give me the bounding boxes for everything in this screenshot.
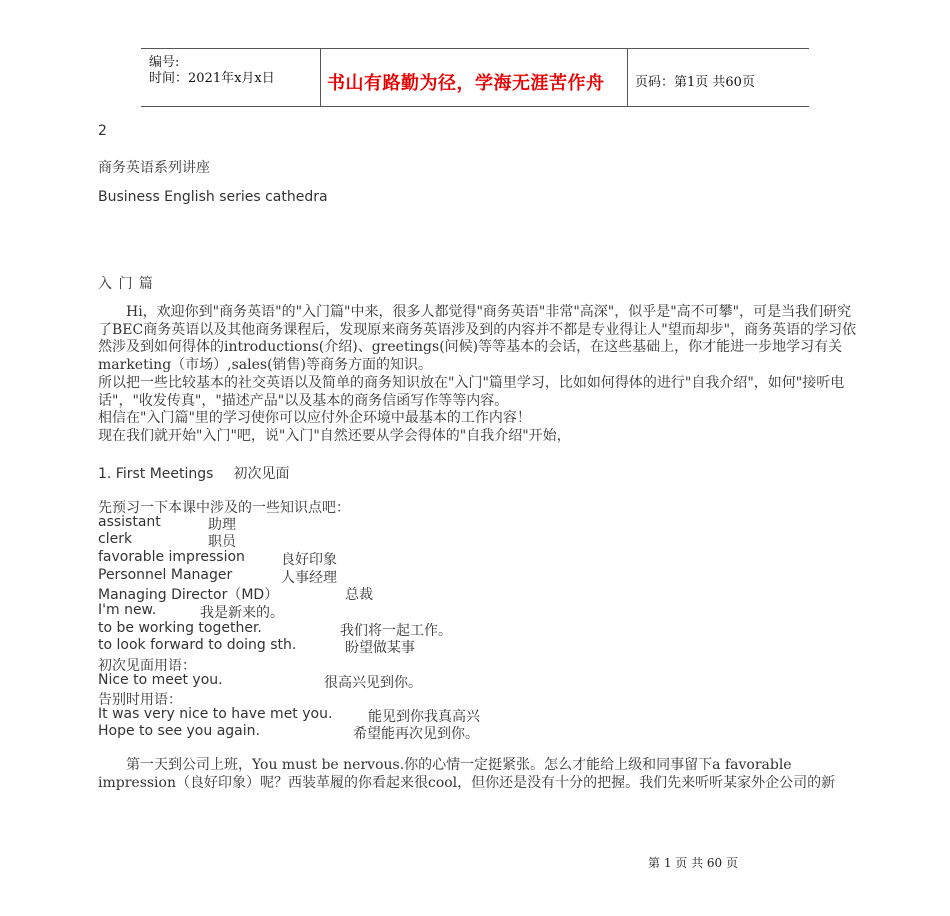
phrase-zh: 希望能再次见到你。 bbox=[353, 726, 479, 742]
phrase-en: Hope to see you again. bbox=[98, 723, 260, 739]
header-cell-info bbox=[141, 49, 321, 106]
vocab-en: to look forward to doing sth. bbox=[98, 637, 297, 653]
meet-label: 初次见面用语： bbox=[98, 658, 196, 674]
vocab-zh: 总裁 bbox=[345, 587, 373, 603]
page-footer: 第 1 页 共 60 页 bbox=[648, 856, 738, 870]
lesson-heading bbox=[98, 463, 289, 483]
phrase-en: It was very nice to have met you. bbox=[98, 706, 333, 722]
vocab-en: Managing Director（MD） bbox=[98, 587, 279, 603]
closing-paragraph: 第一天到公司上班，You must be nervous.你的心情一定挺紧张。怎么才能给上级和同事留下a favorable impression（良好印象）呢？西装革履的你看起来很cool，但你还是没有十分的把握。我们先来听听某家外企公司的新 bbox=[98, 757, 836, 791]
phrase-en: Nice to meet you. bbox=[98, 672, 223, 688]
vocab-zh: 职员 bbox=[208, 534, 236, 550]
vocab-en: assistant bbox=[98, 514, 161, 530]
number-label: 编号: bbox=[149, 55, 180, 70]
vocab-zh: 我是新来的。 bbox=[200, 605, 284, 621]
header-cell-motto bbox=[321, 49, 628, 106]
vocab-zh: 盼望做某事 bbox=[345, 640, 415, 656]
part-label: 告别时用语： bbox=[98, 692, 182, 708]
intro-paragraph-1: Hi，欢迎你到"商务英语"的"入门篇"中来，很多人都觉得"商务英语"非常"高深"，似乎是"高不可攀"，可是当我们研究了BEC商务英语以及其他商务课程后，发现原来商务英语涉及到的内容并不都是专业得让人"望而却步"，商务英语的学习依然涉及到如何得体的introductions(介绍)、greetings(问候)等等基本的会话，在这些基础上，你才能进一步地学习有关marketing（市场）,sales(销售)等商务方面的知识。 bbox=[98, 304, 857, 373]
header-table bbox=[141, 48, 809, 107]
header-cell-page bbox=[628, 49, 809, 106]
motto: 书山有路勤为径，学海无涯苦作舟 bbox=[327, 73, 605, 94]
vocab-zh: 人事经理 bbox=[281, 570, 337, 586]
intro-paragraph-2: 所以把一些比较基本的社交英语以及简单的商务知识放在"入门"篇里学习，比如如何得体的进行"自我介绍"，如何"接听电话"，"收发传真"，"描述产品"以及基本的商务信函写作等等内容。 bbox=[98, 375, 845, 409]
vocab-zh: 我们将一起工作。 bbox=[340, 623, 452, 639]
title-zh: 商务英语系列讲座 bbox=[98, 160, 210, 176]
phrase-zh: 很高兴见到你。 bbox=[324, 675, 422, 691]
lesson-title-zh: 初次见面 bbox=[233, 466, 290, 482]
lesson-title-en: 1. First Meetings bbox=[98, 466, 214, 482]
vocab-zh: 助理 bbox=[208, 517, 236, 533]
title-en: Business English series cathedra bbox=[98, 189, 328, 205]
preview-text: 先预习一下本课中涉及的一些知识点吧： bbox=[98, 500, 350, 516]
section-heading: 入 门 篇 bbox=[98, 276, 154, 292]
intro-paragraph-3: 相信在"入门篇"里的学习使你可以应付外企环境中最基本的工作内容！ bbox=[98, 410, 531, 426]
vocab-en: to be working together. bbox=[98, 620, 262, 636]
vocab-en: clerk bbox=[98, 531, 133, 547]
time-label: 时间：2021年x月x日 bbox=[149, 71, 275, 86]
vocab-en: I'm new. bbox=[98, 602, 157, 618]
page-label: 页码：第1页 共60页 bbox=[635, 75, 755, 90]
vocab-zh: 良好印象 bbox=[281, 552, 337, 568]
vocab-en: Personnel Manager bbox=[98, 567, 233, 583]
vocab-en: favorable impression bbox=[98, 549, 245, 565]
phrase-zh: 能见到你我真高兴 bbox=[368, 709, 480, 725]
doc-number: 2 bbox=[98, 123, 107, 139]
intro-paragraph-4: 现在我们就开始"入门"吧，说"入门"自然还要从学会得体的"自我介绍"开始， bbox=[98, 428, 571, 444]
